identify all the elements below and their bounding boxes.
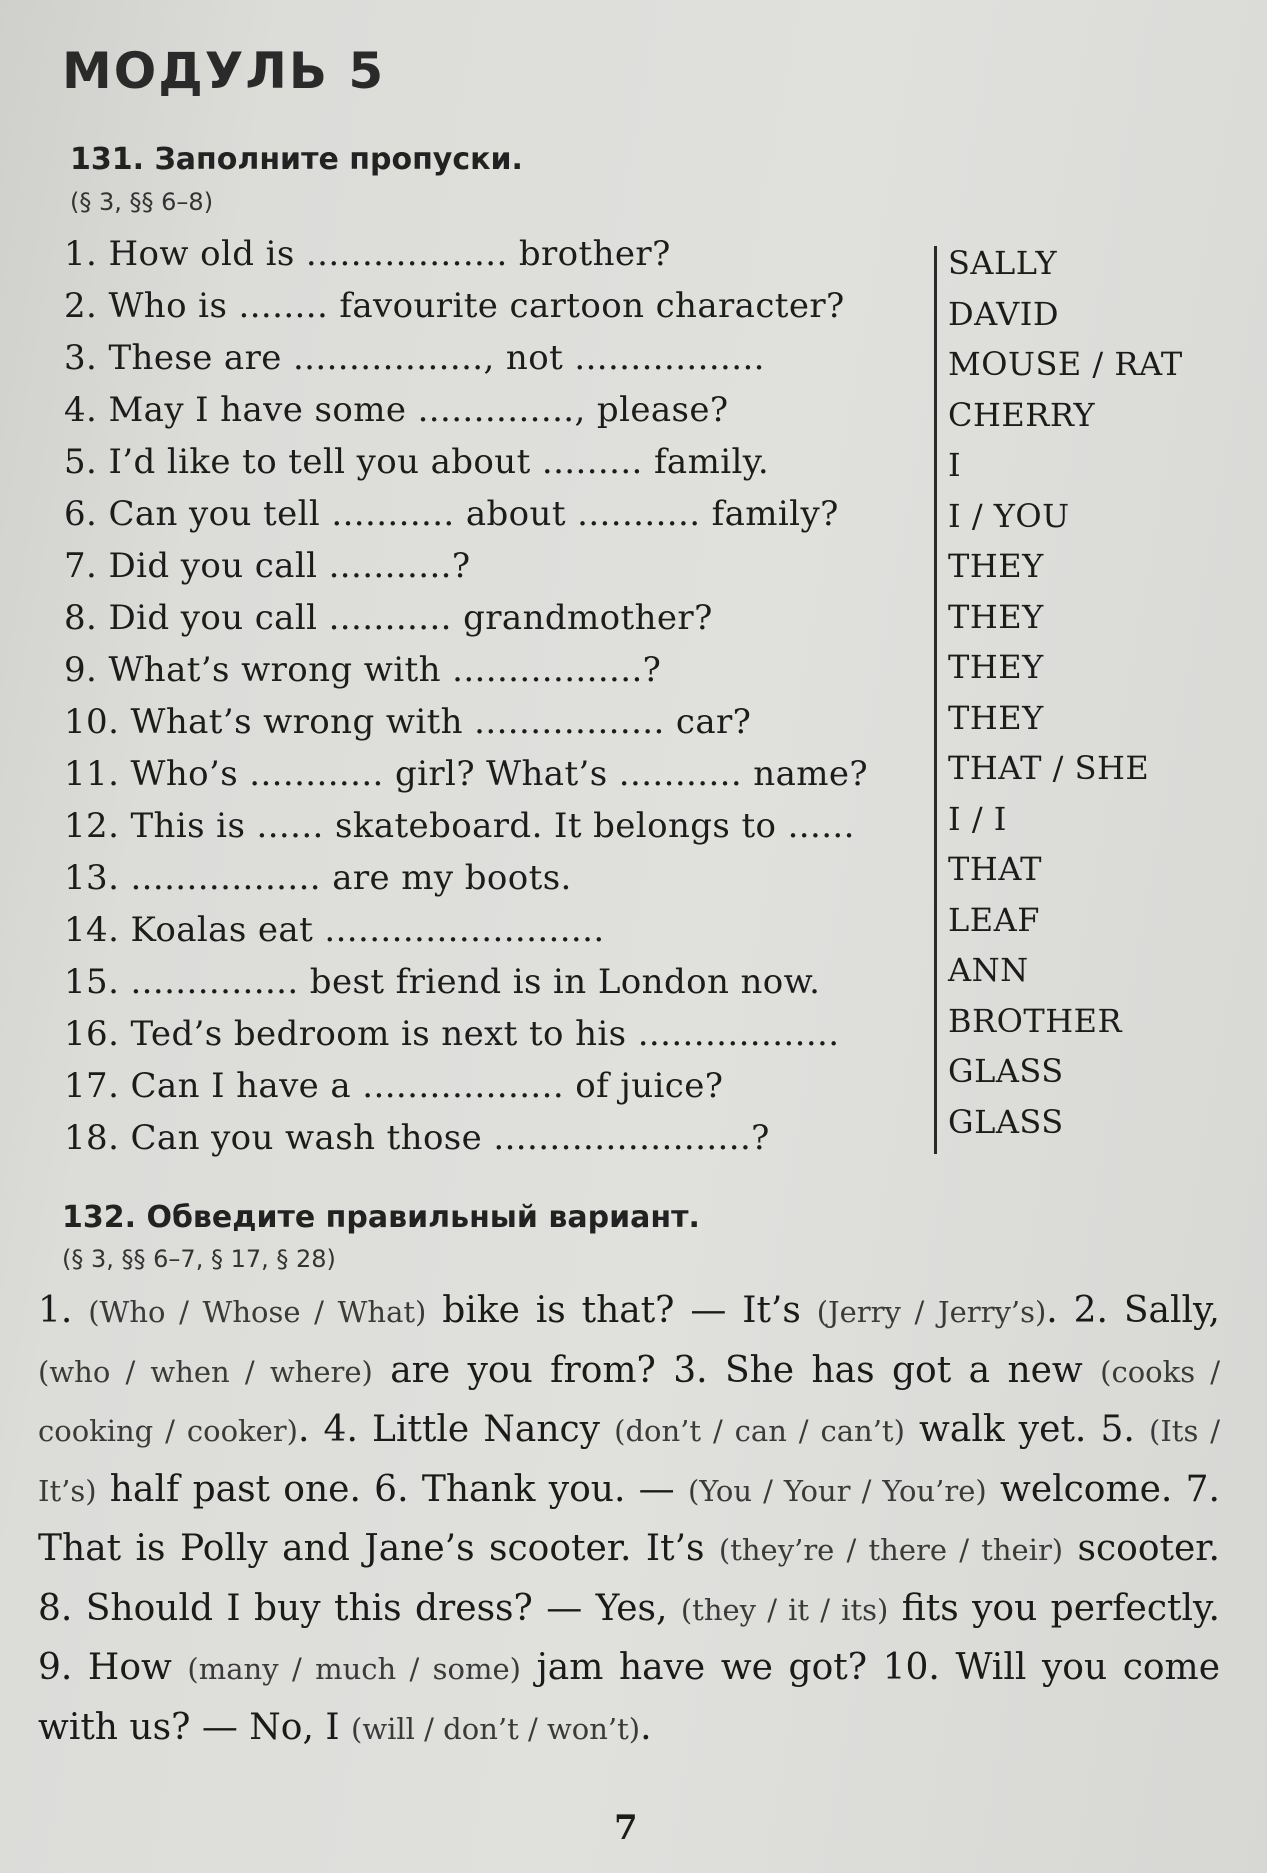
paragraph-text: . 4. Little Nancy [297, 1409, 615, 1450]
word-17: GLASS [948, 1052, 1064, 1090]
sentence-7: 7. Did you call ...........? [64, 546, 471, 586]
word-8: THEY [948, 597, 1044, 636]
paragraph-text: welcome. 7. That is Polly and Jane’s scooter. It’s [38, 1468, 1220, 1569]
word-1: SALLY [948, 244, 1058, 282]
exercise-132-paragraph [38, 1282, 1220, 1758]
sentence-17: 17. Can I have a .................. of juice? [64, 1066, 724, 1106]
word-16: BROTHER [948, 1001, 1123, 1040]
paragraph-text: half past one. 6. Thank you. — [96, 1468, 688, 1510]
sentence-6: 6. Can you tell ........... about ........... family? [64, 494, 839, 534]
sentence-1: 1. How old is .................. brother? [64, 234, 671, 274]
paragraph-text: scooter. 8. Should I buy this dress? — Yes, [38, 1528, 1220, 1629]
exercise-131-reference: (§ 3, §§ 6–8) [70, 188, 214, 216]
sentence-4: 4. May I have some .............., please? [64, 390, 729, 430]
answer-options[interactable]: (don’t / can / can’t) [614, 1414, 905, 1448]
answer-options[interactable]: (who / when / where) [38, 1354, 373, 1389]
word-18: GLASS [948, 1102, 1064, 1141]
paragraph-text: . [640, 1706, 652, 1748]
sentence-13: 13. ................. are my boots. [64, 858, 572, 898]
word-2: DAVID [948, 294, 1060, 333]
word-4: CHERRY [948, 395, 1096, 434]
paragraph-text: 1. [38, 1290, 89, 1331]
sentence-18: 18. Can you wash those .......................? [64, 1118, 770, 1158]
word-3: MOUSE / RAT [948, 345, 1183, 383]
word-9: THEY [948, 648, 1044, 686]
word-15: ANN [948, 951, 1029, 989]
exercise-132-title: 132. Обведите правильный вариант. [62, 1200, 700, 1235]
answer-options[interactable]: (cooks / cooking / cooker) [38, 1354, 1221, 1448]
sentence-8: 8. Did you call ........... grandmother? [64, 598, 713, 638]
paragraph-text: are you from? 3. She has got a new [372, 1349, 1101, 1391]
sentence-5: 5. I’d like to tell you about ......... family. [64, 442, 770, 482]
paragraph-text: . 2. Sally, [1046, 1290, 1220, 1331]
sentence-14: 14. Koalas eat ......................... [64, 910, 605, 950]
column-divider [934, 246, 937, 1154]
word-6: I / YOU [948, 496, 1070, 535]
answer-options[interactable]: (will / don’t / won’t) [351, 1711, 641, 1746]
sentence-15: 15. ............... best friend is in London now. [64, 962, 821, 1002]
answer-options[interactable]: (Its / It’s) [38, 1414, 1221, 1508]
word-11: THAT / SHE [948, 749, 1150, 787]
word-10: THEY [948, 698, 1044, 737]
module-title: МОДУЛЬ 5 [62, 42, 386, 100]
answer-options[interactable]: (You / Your / You’re) [687, 1473, 987, 1508]
answer-options[interactable]: (many / much / some) [187, 1652, 521, 1686]
word-14: LEAF [948, 900, 1040, 939]
sentence-9: 9. What’s wrong with .................? [64, 650, 662, 690]
page-number: 7 [614, 1808, 638, 1848]
sentence-16: 16. Ted’s bedroom is next to his .................. [64, 1014, 840, 1054]
exercise-131-sentences [64, 228, 944, 1164]
sentence-3: 3. These are ................., not ................. [64, 338, 765, 378]
paragraph-text: jam have we got? 10. Will you come with us? — No, I [38, 1647, 1221, 1748]
word-5: I [948, 446, 962, 484]
answer-options[interactable]: (they’re / there / their) [718, 1533, 1064, 1567]
exercise-131-title: 131. Заполните пропуски. [70, 142, 523, 177]
paragraph-text: bike is that? — It’s [426, 1290, 817, 1331]
answer-options[interactable]: (Who / Whose / What) [88, 1295, 427, 1329]
paragraph-text: walk yet. 5. [904, 1409, 1150, 1450]
sentence-12: 12. This is ...... skateboard. It belongs to ...... [64, 806, 855, 846]
word-12: I / I [948, 799, 1007, 838]
word-7: THEY [948, 547, 1044, 585]
word-13: THAT [948, 850, 1042, 888]
sentence-10: 10. What’s wrong with ................. car? [64, 702, 752, 742]
paragraph-text: fits you perfectly. 9. How [38, 1587, 1220, 1688]
sentence-11: 11. Who’s ............ girl? What’s ........... name? [64, 754, 869, 794]
exercise-132-reference: (§ 3, §§ 6–7, § 17, § 28) [62, 1245, 336, 1273]
sentence-2: 2. Who is ........ favourite cartoon character? [64, 286, 845, 326]
exercise-131-word-column [948, 238, 1183, 1147]
answer-options[interactable]: (Jerry / Jerry’s) [816, 1295, 1047, 1329]
answer-options[interactable]: (they / it / its) [680, 1592, 889, 1627]
